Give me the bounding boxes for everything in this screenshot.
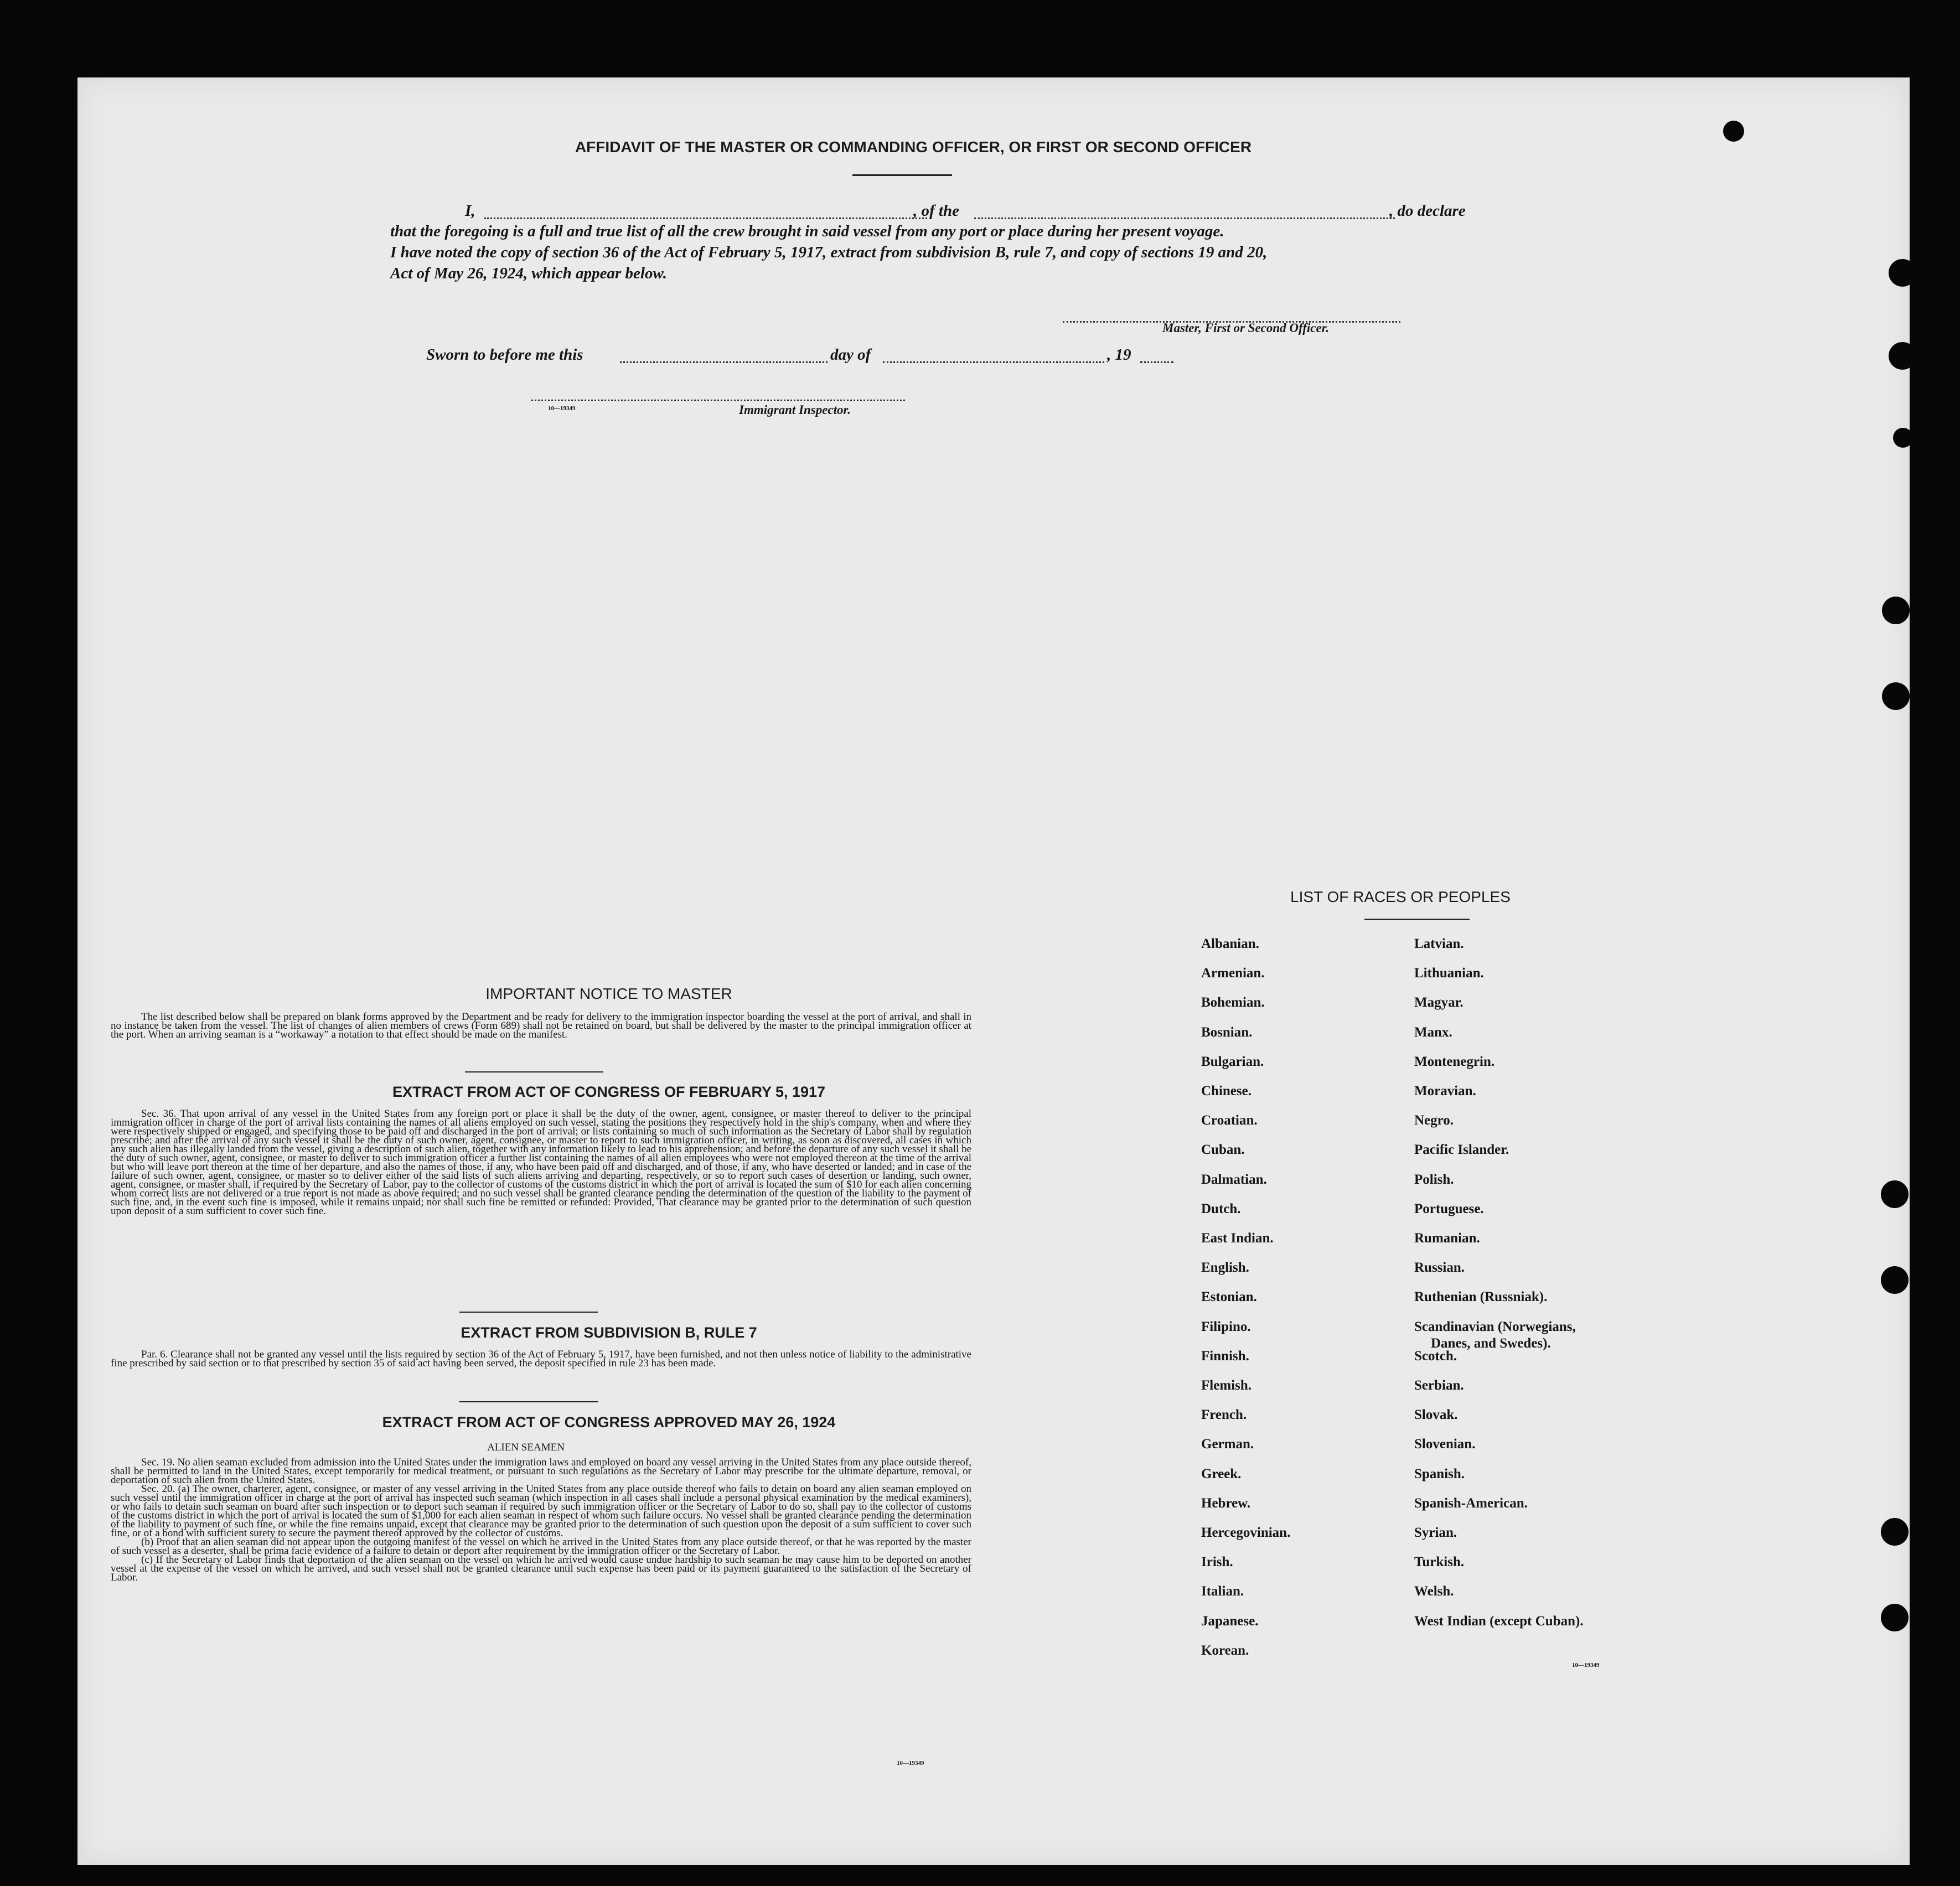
race-item-right: Magyar. <box>1414 995 1463 1011</box>
race-item-right: Slovenian. <box>1414 1437 1476 1452</box>
race-item-right: Lithuanian. <box>1414 966 1484 981</box>
race-item-left: Flemish. <box>1201 1378 1251 1393</box>
races-form-number: 10—19349 <box>1572 1662 1600 1669</box>
race-item-right: Ruthenian (Russniak). <box>1414 1289 1548 1305</box>
race-item-right: Pacific Islander. <box>1414 1142 1509 1158</box>
race-item-right: Danes, and Swedes). <box>1431 1335 1551 1351</box>
extract-1924-title: EXTRACT FROM ACT OF CONGRESS APPROVED MAY 26, 1924 <box>382 1414 836 1431</box>
race-item-right: Moravian. <box>1414 1084 1476 1099</box>
race-item-left: Korean. <box>1201 1643 1249 1658</box>
extract-1924-subtitle: ALIEN SEAMEN <box>487 1442 565 1453</box>
vessel-blank[interactable] <box>974 217 1395 219</box>
race-item-right: Montenegrin. <box>1414 1054 1495 1069</box>
sworn-year-blank[interactable] <box>1140 361 1173 363</box>
race-item-left: Hercegovinian. <box>1201 1525 1291 1540</box>
race-item-right: West Indian (except Cuban). <box>1414 1613 1584 1629</box>
binder-hole <box>1882 597 1910 624</box>
extract-form-number: 10—19349 <box>897 1760 924 1766</box>
affidavit-i: I, <box>465 202 475 220</box>
notice-title: IMPORTANT NOTICE TO MASTER <box>485 985 732 1002</box>
race-item-right: Manx. <box>1414 1024 1452 1040</box>
race-item-right: Scotch. <box>1414 1348 1457 1364</box>
race-item-left: Italian. <box>1201 1584 1244 1599</box>
sec20b-text: (b) Proof that an alien seaman did not appear upon the outgoing manifest of the vessel on which he arrived in the United States from any place outside thereof, or that he was reported by the master of such vessel as a deserter, shall be prima facie evidence of a failure to detain or deport after requirement by the immigration officer or the Secretary of Labor. <box>111 1536 971 1557</box>
race-item-left: Bosnian. <box>1201 1024 1253 1040</box>
race-item-left: Armenian. <box>1201 966 1265 981</box>
sworn-day-of: day of <box>830 346 871 364</box>
signature-label: Master, First or Second Officer. <box>1162 321 1330 335</box>
binder-hole <box>1881 1266 1909 1294</box>
race-item-left: Finnish. <box>1201 1348 1249 1364</box>
race-item-right: Negro. <box>1414 1113 1454 1128</box>
race-item-left: Dutch. <box>1201 1201 1241 1216</box>
extract-rule7-rule <box>459 1401 598 1402</box>
sec19-text: Sec. 19. No alien seaman excluded from admission into the United States under the immigration laws and employed on board any vessel arriving in the United States from any place outside thereof, shall be permitted to land in the United States, except temporarily for medical treatment, or pursuant to such regulations as the Secretary of Labor may prescribe for the ultimate departure, removal, or deportation of such alien from the United States. <box>111 1457 971 1486</box>
binder-hole <box>1723 121 1744 142</box>
race-item-left: Bohemian. <box>1201 995 1265 1011</box>
affidavit-do-declare: , do declare <box>1389 202 1466 220</box>
race-item-right: Polish. <box>1414 1172 1454 1187</box>
race-item-right: Spanish. <box>1414 1466 1465 1481</box>
sworn-month-blank[interactable] <box>883 361 1104 363</box>
race-item-right: Turkish. <box>1414 1555 1465 1570</box>
sec20a-text: Sec. 20. (a) The owner, charterer, agent, consignee, or master of any vessel arriving in the United States from any place outside thereof who fails to detain on board any alien seaman employed on such vessel until the immigration officer in charge at the port of arrival has inspected such seaman (which inspection in all cases shall include a personal physical examination by the medical examiners), or who fails to detain such seaman on board after such inspection or to deport such seaman if required by such immigration officer or the Secretary of Labor to do so, shall pay to the collector of customs of the customs district in which the port of arrival is located the sum of $1,000 for each alien seaman in respect of whom such failure occurs. No vessel shall be granted clearance pending the determination of the liability to payment of such fine, or while the fine remains unpaid, except that clearance may be granted prior to the determination of such question upon the deposit of a sum sufficient to cover such fine, or of a bond with sufficient surety to secure the payment thereof approved by the collector of customs. <box>111 1483 971 1539</box>
race-item-right: Latvian. <box>1414 936 1464 951</box>
race-item-left: Greek. <box>1201 1466 1242 1481</box>
affidavit-line-1 <box>465 202 475 220</box>
race-item-left: East Indian. <box>1201 1231 1274 1246</box>
binder-hole <box>1882 682 1910 710</box>
race-item-left: Estonian. <box>1201 1289 1257 1305</box>
race-item-right: Rumanian. <box>1414 1231 1480 1246</box>
race-item-left: Filipino. <box>1201 1319 1251 1334</box>
affidavit-line-2: that the foregoing is a full and true list of all the crew brought in said vessel from any port or place during her present voyage. <box>390 222 1224 240</box>
extract-1917-title: EXTRACT FROM ACT OF CONGRESS OF FEBRUARY 5, 1917 <box>392 1084 826 1100</box>
sworn-day-blank[interactable] <box>620 361 828 363</box>
race-item-left: Japanese. <box>1201 1613 1259 1629</box>
binder-hole <box>1881 1604 1909 1631</box>
binder-hole <box>1881 1518 1909 1546</box>
race-item-right: Scandinavian (Norwegians, <box>1414 1319 1576 1334</box>
races-title: LIST OF RACES OR PEOPLES <box>1290 888 1511 905</box>
race-item-left: Irish. <box>1201 1555 1233 1570</box>
race-item-right: Syrian. <box>1414 1525 1457 1540</box>
extract-1917-body: Sec. 36. That upon arrival of any vessel in the United States from any foreign port or place it shall be the duty of the owner, agent, consignee, or master thereof to deliver to the principal immigration officer in charge of the port of arrival lists containing the names of all aliens employed on such vessel, stating the positions they respectively hold in the ship's company, when and where they were respectively shipped or engaged, and specifying those to be paid off and discharged in the port of arrival; or lists containing so much of such information as the Secretary of Labor shall by regulation prescribe; and after the arrival of any such vessel it shall be the duty of such owner, agent, consignee, or master to report to such immigration officer, in writing, as soon as discovered, all cases in which any such alien has illegally landed from the vessel, giving a description of such alien, together with any information likely to lead to his apprehension; and before the departure of any such vessel it shall be the duty of such owner, agent, consignee, or master to deliver to such immigration officer a further list containing the names of all alien employees who were not employed thereon at the time of the arrival but who will leave port thereon at the time of her departure, and also the names of those, if any, who have been paid off and discharged, and of those, if any, who have deserted or landed; and in case of the failure of such owner, agent, consignee, or master so to deliver either of the said lists of such aliens arriving and departing, respectively, or so to report such cases of desertion or landing, such owner, agent, consignee, or master shall, if required by the Secretary of Labor, pay to the collector of customs of the customs district in which the port of arrival is located the sum of $10 for each alien concerning whom correct lists are not delivered or a true report is not made as above required; and no such vessel shall be granted clearance pending the determination of the question of the liability to the payment of such fine, and, in the event such fine is imposed, while it remains unpaid; nor shall such fine be remitted or refunded: Provided, That clearance may be granted prior to the determination of such question upon deposit of a sum sufficient to cover such fine. <box>111 1108 971 1217</box>
extract-rule7-title: EXTRACT FROM SUBDIVISION B, RULE 7 <box>461 1324 757 1341</box>
affidavit-form-number: 10—19349 <box>548 405 576 412</box>
race-item-right: Portuguese. <box>1414 1201 1484 1216</box>
race-item-left: Dalmatian. <box>1201 1172 1267 1187</box>
races-title-rule <box>1364 919 1470 920</box>
affidavit-title-rule <box>852 174 952 176</box>
document-sheet <box>77 77 1910 1865</box>
race-item-right: Serbian. <box>1414 1378 1464 1393</box>
race-item-left: Cuban. <box>1201 1142 1245 1158</box>
race-item-left: Bulgarian. <box>1201 1054 1264 1069</box>
inspector-signature-blank[interactable] <box>531 400 905 401</box>
affidavit-line-3: I have noted the copy of section 36 of the Act of February 5, 1917, extract from subdivision B, rule 7, and copy of sections 19 and 20, <box>390 243 1268 261</box>
sworn-prefix: Sworn to before me this <box>426 346 583 364</box>
inspector-label: Immigrant Inspector. <box>739 403 851 417</box>
race-item-right: Spanish-American. <box>1414 1495 1528 1511</box>
binder-hole <box>1893 428 1913 448</box>
name-blank[interactable] <box>484 217 927 219</box>
race-item-left: Albanian. <box>1201 936 1259 951</box>
race-item-right: Welsh. <box>1414 1584 1454 1599</box>
race-item-right: Slovak. <box>1414 1407 1458 1423</box>
affidavit-title: AFFIDAVIT OF THE MASTER OR COMMANDING OFFICER, OR FIRST OR SECOND OFFICER <box>575 138 1252 156</box>
race-item-left: French. <box>1201 1407 1247 1423</box>
binder-hole <box>1889 259 1916 287</box>
extract-rule7-body: Par. 6. Clearance shall not be granted any vessel until the lists required by section 36 of the Act of February 5, 1917, have been furnished, and not then unless notice of liability to the administrative fine prescribed by said section or to that prescribed by section 35 of said act having been served, the deposit specified in rule 23 has been made. <box>111 1349 971 1369</box>
notice-body: The list described below shall be prepared on blank forms approved by the Department and be ready for delivery to the immigration inspector boarding the vessel at the port of arrival, and shall in no instance be taken from the vessel. The list of changes of alien members of crews (Form 689) shall not be retained on board, but shall be delivered by the master to the principal immigration officer at the port. When an arriving seaman is a “workaway” a notation to that effect should be made on the manifest. <box>111 1011 971 1040</box>
affidavit-line-4: Act of May 26, 1924, which appear below. <box>390 265 667 282</box>
sworn-year: , 19 <box>1107 346 1131 364</box>
affidavit-of-the: , of the <box>913 202 959 220</box>
race-item-right: Russian. <box>1414 1260 1465 1276</box>
race-item-left: Hebrew. <box>1201 1495 1251 1511</box>
sec20c-text: (c) If the Secretary of Labor finds that deportation of the alien seaman on the vessel on which he arrived would cause undue hardship to such seaman he may cause him to be deported on another vessel at the expense of the vessel on which he arrived, and such vessel shall not be granted clearance until such expense has been paid or its payment guaranteed to the satisfaction of the Secretary of Labor. <box>111 1554 971 1583</box>
race-item-left: Chinese. <box>1201 1084 1251 1099</box>
notice-rule <box>465 1071 603 1072</box>
extract-1917-rule <box>459 1312 598 1313</box>
extract-1924-body <box>111 1458 971 1582</box>
race-item-left: English. <box>1201 1260 1249 1276</box>
race-item-left: Croatian. <box>1201 1113 1258 1128</box>
race-item-left: German. <box>1201 1437 1254 1452</box>
binder-hole <box>1889 342 1916 370</box>
binder-hole <box>1881 1180 1909 1208</box>
